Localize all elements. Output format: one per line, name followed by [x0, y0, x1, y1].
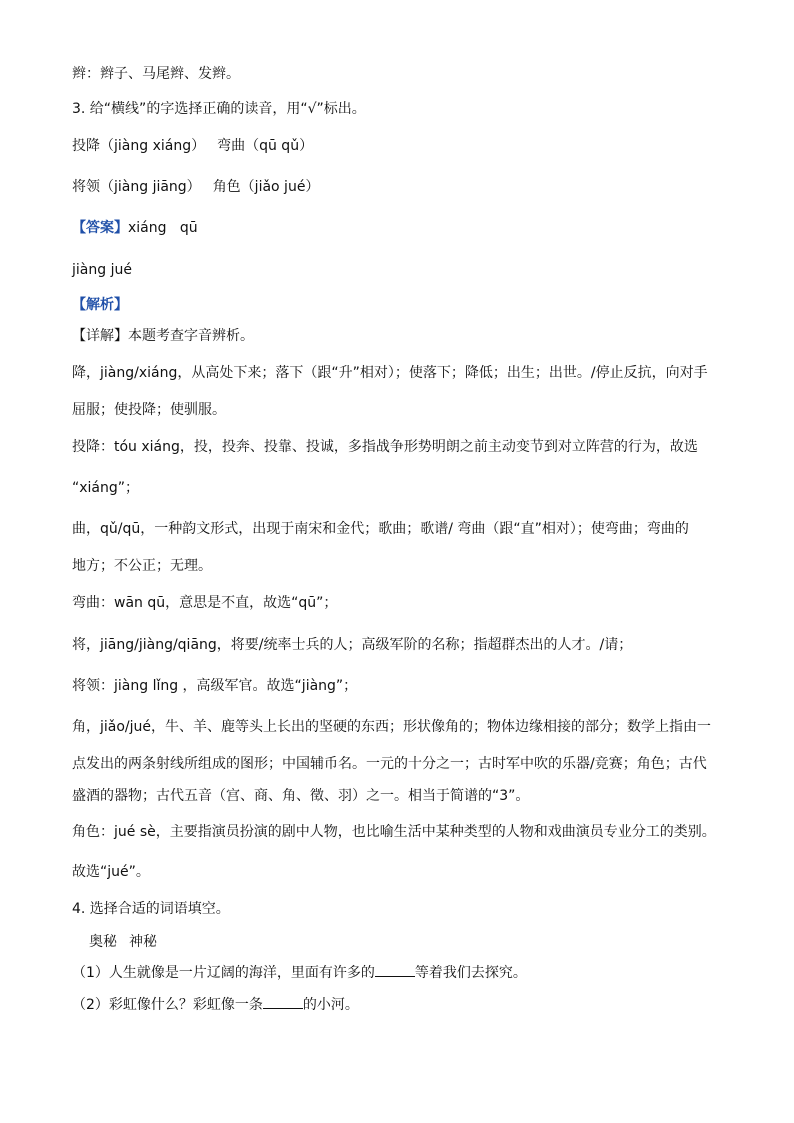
fill-blank-2-text-b: 的小河。 [302, 997, 359, 1013]
explain-jiang-1: 降，jiàng/xiáng，从高处下来；落下（跟“升”相对）；使落下；降低；出生；出世。/停止反抗，向对手 [72, 365, 708, 381]
item-juese: 角色（jiǎo jué） [212, 179, 320, 195]
fill-blank-1 [72, 962, 734, 983]
explain-touxiang-2: “xiáng”； [72, 480, 140, 496]
answer-line [72, 218, 734, 238]
word-option-shenmi: 神秘 [129, 934, 157, 950]
answer-text-1: xiáng qū [128, 220, 198, 236]
text-line-bian: 辫：辫子、马尾辫、发辫。 [72, 66, 240, 82]
explain-jiangling: 将领：jiàng lǐng ，高级军官。故选“jiàng”； [72, 678, 358, 694]
explain-qu-2: 地方；不公正；无理。 [72, 558, 212, 574]
question-3-items-row2 [72, 177, 734, 197]
explain-touxiang-1: 投降：tóu xiáng，投，投奔、投靠、投诚，多指战争形势明朗之前主动变节到对立阵营的行为，故选 [72, 439, 698, 455]
fill-blank-2-text-a: （2）彩虹像什么？彩虹像一条 [72, 997, 263, 1013]
word-options [89, 932, 734, 952]
fill-blank-1-text-a: （1）人生就像是一片辽阔的海洋，里面有许多的 [72, 965, 375, 981]
item-jiangling: 将领（jiàng jiāng） [72, 179, 201, 195]
explain-jiang-char: 将，jiāng/jiàng/qiāng，将要/统率士兵的人；高级军阶的名称；指超群杰出的人才。/请； [72, 637, 633, 653]
explain-wanqu: 弯曲：wān qū，意思是不直，故选“qū”； [72, 595, 338, 611]
explain-jiao-2: 点发出的两条射线所组成的图形；中国辅币名。一元的十分之一；古时军中吹的乐器/竞赛；角色；古代 [72, 756, 707, 772]
word-option-aomi: 奥秘 [89, 934, 117, 950]
explain-jiao-1: 角，jiǎo/jué，牛、羊、鹿等头上长出的坚硬的东西；形状像角的；物体边缘相接的部分；数学上指由一 [72, 719, 712, 735]
fill-blank-1-text-b: 等着我们去探究。 [414, 965, 527, 981]
detail-intro: 【详解】本题考查字音辨析。 [72, 328, 254, 344]
explain-jiao-3: 盛酒的器物；古代五音（宫、商、角、徵、羽）之一。相当于简谱的“3”。 [72, 788, 530, 804]
question-3-heading: 3. 给“横线”的字选择正确的读音，用“√”标出。 [72, 101, 366, 117]
fill-blank-1-input[interactable] [375, 962, 415, 977]
explain-jiang-2: 屈服；使投降；使驯服。 [72, 402, 226, 418]
question-3-items-row1 [72, 136, 734, 156]
item-wanqu: 弯曲（qū qǔ） [217, 138, 314, 154]
explain-qu-1: 曲，qǔ/qū，一种韵文形式，出现于南宋和金代；歌曲；歌谱/ 弯曲（跟“直”相对）；使弯曲；弯曲的 [72, 521, 689, 537]
item-touxiang: 投降（jiàng xiáng） [72, 138, 206, 154]
fill-blank-2-input[interactable] [263, 994, 303, 1009]
explain-juese: 角色：jué sè，主要指演员扮演的剧中人物，也比喻生活中某种类型的人物和戏曲演员专业分工的类别。 [72, 824, 716, 840]
analysis-tag: 【解析】 [72, 297, 128, 313]
fill-blank-2 [72, 994, 734, 1015]
answer-tag: 【答案】 [72, 220, 128, 236]
conclusion-jue: 故选“jué”。 [72, 864, 150, 880]
answer-text-2: jiàng jué [72, 262, 132, 278]
question-4-heading: 4. 选择合适的词语填空。 [72, 901, 230, 917]
